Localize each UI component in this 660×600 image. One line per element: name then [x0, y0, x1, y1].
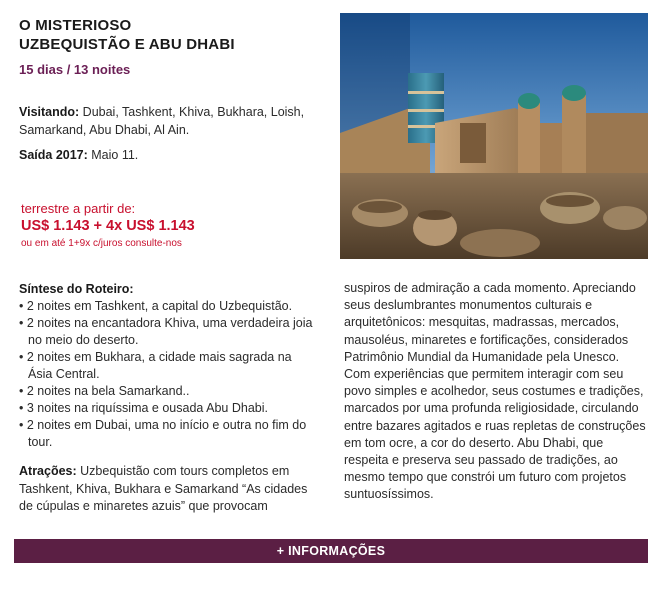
- trip-title: [19, 16, 235, 54]
- summary-title: Síntese do Roteiro:: [19, 282, 134, 296]
- trip-duration: 15 dias / 13 noites: [19, 62, 131, 77]
- visiting-cities: Dubai, Tashkent, Khiva, Bukhara, Loish, Samarkand, Abu Dhabi, Al Ain.: [19, 105, 305, 137]
- price-installments: ou em até 1+9x c/juros consulte-nos: [21, 238, 182, 249]
- description-continuation: suspiros de admiração a cada momento. Apreciando seus deslumbrantes monumentos culturais e arquitetônicos: mesquitas, madrassas, mercados, mausoléus, minaretes e fortificações, considerados Patrimônio Mundial da Humanidade pela Unesco. Com experiências que permitem interagir com seu povo simples e acolhedor, seus costumes e tradições, marcados por uma profunda religiosidade, circulando entre bazares agitados e ruas repletas de construções em tom ocre, a cor do deserto. Abu Dhabi, que respeita e preserva seu passado de tradições, ao mesmo tempo que constrói um futuro com projetos suntuosíssimos.: [344, 281, 646, 502]
- attractions-text: Uzbequistão com tours completos em Tashkent, Khiva, Bukhara e Samarkand “As cidades de cúpulas e minaretes azuis” que provocam: [19, 464, 308, 513]
- price-label: terrestre a partir de:: [21, 201, 136, 216]
- summary-item: • 2 noites na bela Samarkand..: [19, 383, 319, 400]
- trip-title-line2: UZBEQUISTÃO E ABU DHABI: [19, 36, 235, 53]
- khiva-photo: [340, 13, 648, 259]
- price-value: US$ 1.143 + 4x US$ 1.143: [21, 218, 195, 234]
- summary-item: • 2 noites na encantadora Khiva, uma verdadeira joia no meio do deserto.: [19, 315, 319, 349]
- departure-info: [19, 146, 138, 164]
- visiting-label: Visitando:: [19, 105, 80, 119]
- trip-title-line1: O MISTERIOSO: [19, 17, 132, 34]
- itinerary-summary: [19, 281, 319, 451]
- summary-item: • 2 noites em Tashkent, a capital do Uzbequistão.: [19, 298, 319, 315]
- summary-item: • 2 noites em Dubai, uma no início e outra no fim do tour.: [19, 417, 319, 451]
- summary-list: [19, 298, 319, 451]
- more-info-button[interactable]: + INFORMAÇÕES: [14, 539, 648, 563]
- attractions-label: Atrações:: [19, 464, 77, 478]
- departure-date: Maio 11.: [87, 148, 139, 162]
- visiting-info: [19, 103, 334, 139]
- attractions: [19, 463, 319, 516]
- summary-item: • 2 noites em Bukhara, a cidade mais sagrada na Ásia Central.: [19, 349, 319, 383]
- departure-label: Saída 2017:: [19, 148, 88, 162]
- summary-item: • 3 noites na riquíssima e ousada Abu Dhabi.: [19, 400, 319, 417]
